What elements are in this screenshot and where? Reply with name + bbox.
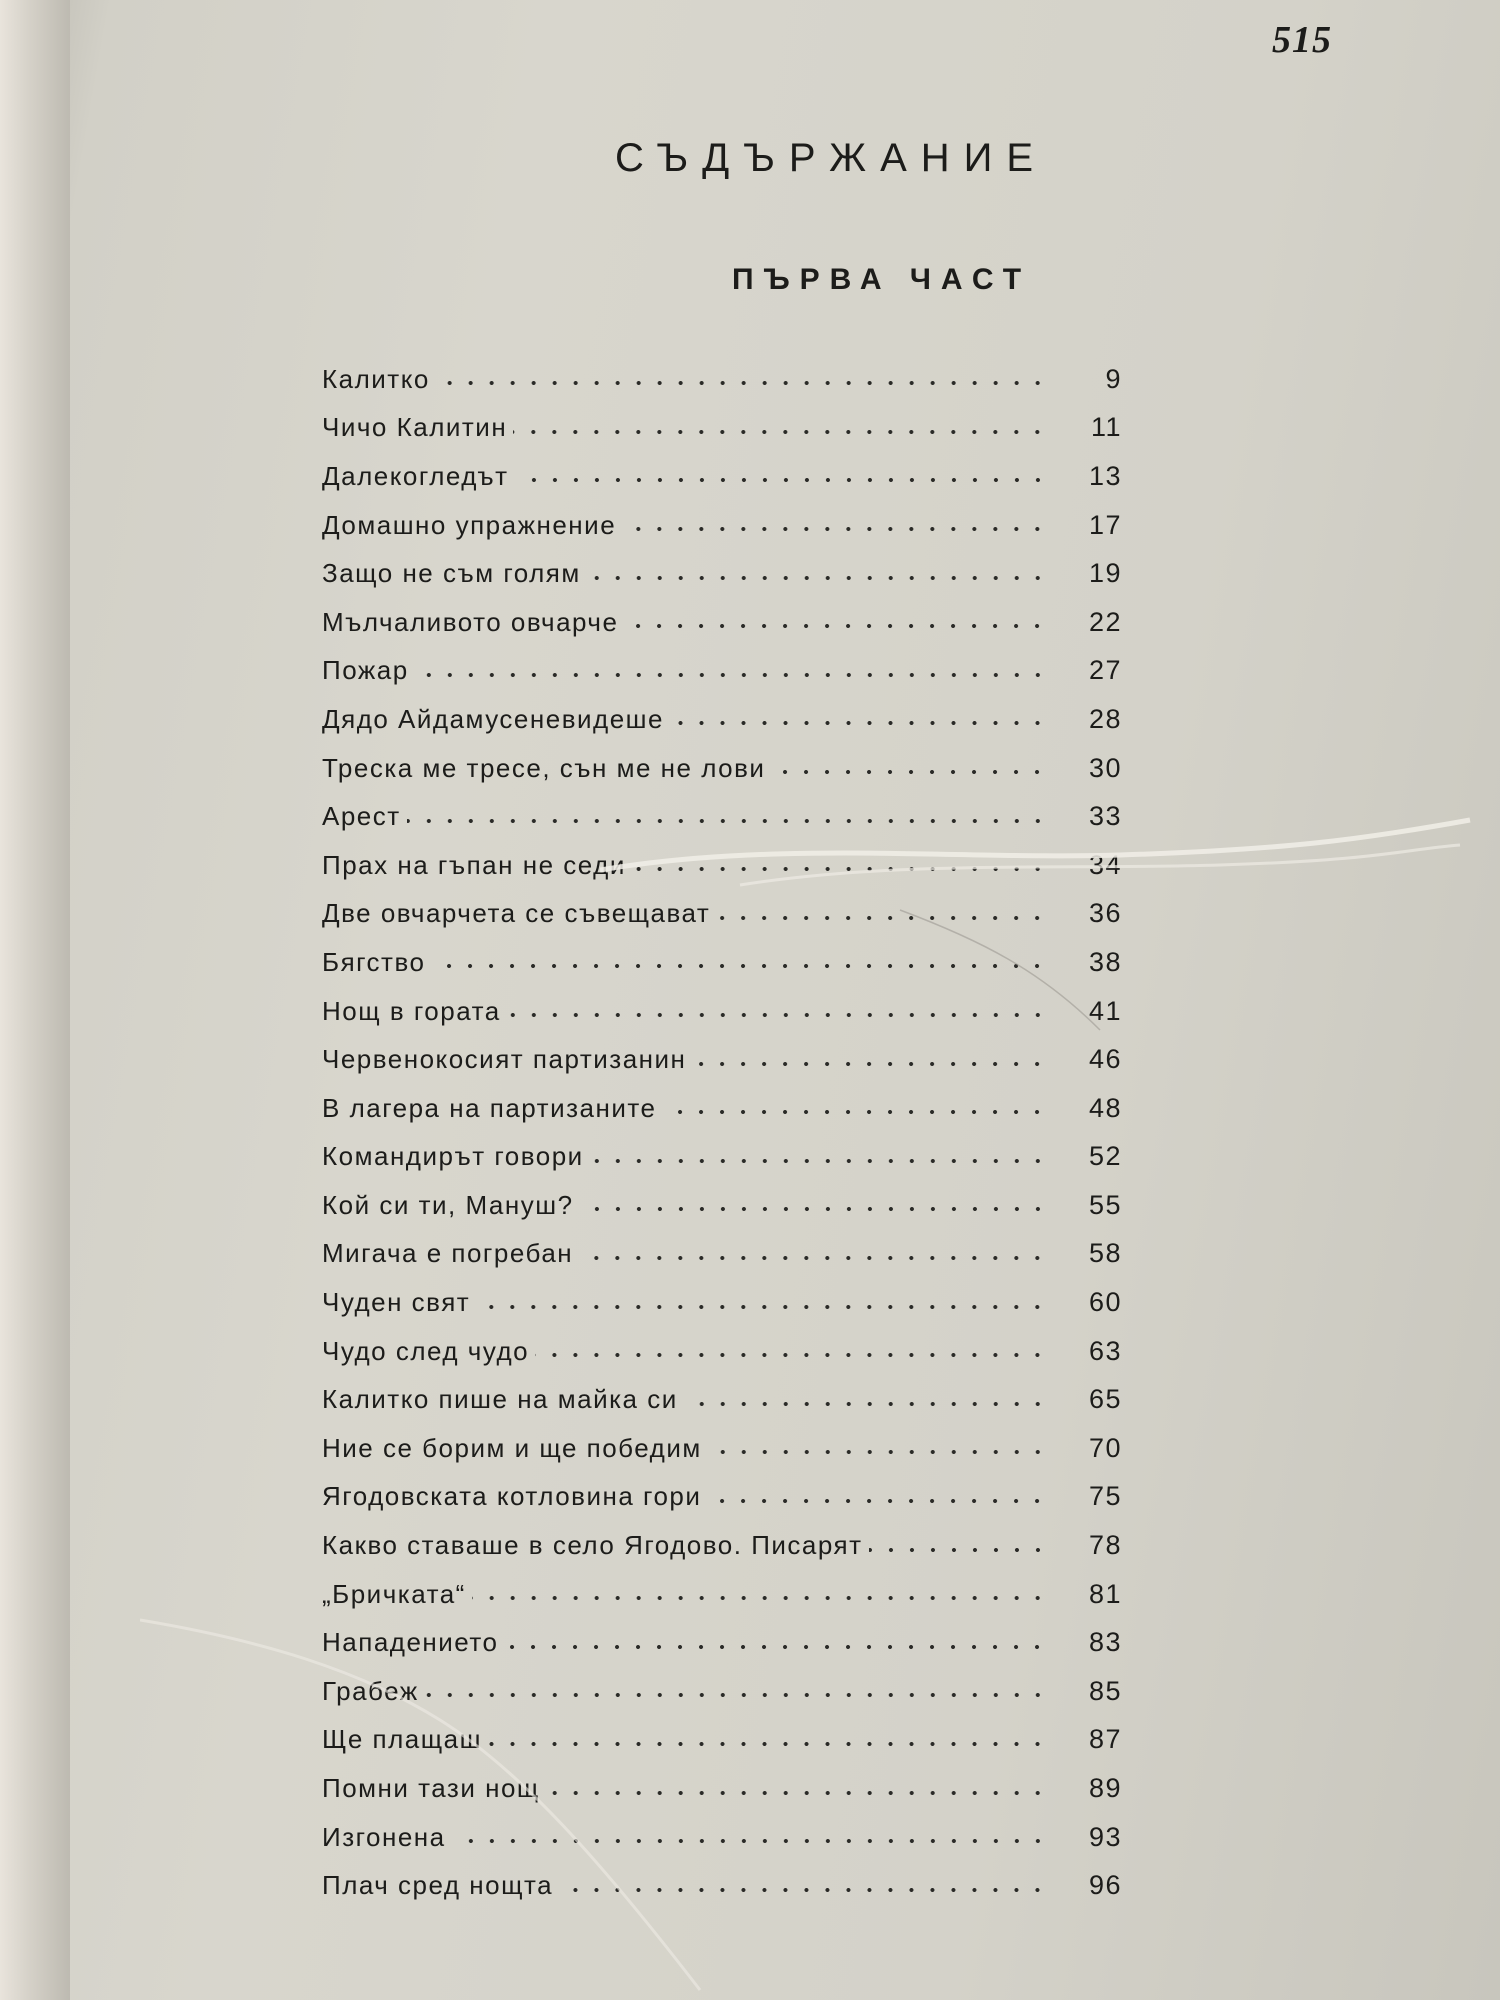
toc-entry-title: Грабеж [322, 1675, 419, 1706]
toc-entry [322, 501, 1122, 550]
toc-entry [322, 647, 1122, 696]
toc-entry-title: Изгонена [322, 1821, 446, 1852]
dot-leader [771, 770, 1048, 774]
toc-entry-title: Какво ставаше в село Ягодово. Писарят [322, 1530, 863, 1561]
toc-entry-page: 48 [1088, 1092, 1122, 1123]
toc-entry-title: Нощ в гората [322, 995, 501, 1026]
dot-leader [692, 1062, 1048, 1066]
toc-entry-page: 9 [1105, 363, 1122, 394]
toc-entry-title: Помни тази нощ [322, 1773, 540, 1804]
toc-entry-page: 46 [1088, 1044, 1122, 1075]
dot-leader [407, 819, 1048, 823]
toc-entry-title: Прах на гъпан не седи [322, 849, 626, 880]
part-title: ПЪРВА ЧАСТ [732, 263, 1032, 296]
toc-entry [322, 792, 1122, 841]
toc-entry [322, 1424, 1122, 1473]
dot-leader [632, 867, 1048, 871]
toc-entry [322, 1861, 1122, 1910]
toc-entry [322, 1521, 1122, 1570]
toc-entry [322, 549, 1122, 598]
toc-entry-page: 34 [1088, 849, 1122, 880]
dot-leader [587, 576, 1048, 580]
toc-entry-title: Кой си ти, Мануш? [322, 1189, 574, 1220]
toc-entry [322, 890, 1122, 939]
dot-leader [488, 1742, 1048, 1746]
dot-leader [507, 1013, 1048, 1017]
toc-entry-title: Две овчарчета се съвещават [322, 898, 711, 929]
toc-entry-page: 93 [1088, 1821, 1122, 1852]
toc-entry-page: 60 [1088, 1287, 1122, 1318]
dot-leader [716, 916, 1048, 920]
dot-leader [472, 1596, 1048, 1600]
toc-entry-page: 87 [1088, 1724, 1122, 1755]
toc-entry-page: 30 [1088, 752, 1122, 783]
toc-entry [322, 1667, 1122, 1716]
toc-entry-title: Ягодовската котловина гори [322, 1481, 702, 1512]
toc-entry-page: 85 [1088, 1675, 1122, 1706]
toc-entry [322, 1716, 1122, 1765]
toc-entry-page: 33 [1088, 801, 1122, 832]
toc-entry-page: 65 [1088, 1384, 1122, 1415]
toc-entry [322, 1230, 1122, 1279]
toc-entry-page: 11 [1090, 412, 1122, 443]
toc-entry-page: 96 [1088, 1870, 1122, 1901]
toc-entry [322, 598, 1122, 647]
dot-leader [452, 1839, 1048, 1843]
dot-leader [662, 1110, 1048, 1114]
toc-entry [322, 1618, 1122, 1667]
toc-entry-page: 52 [1088, 1141, 1122, 1172]
page-number: 515 [1272, 19, 1332, 61]
toc-entry-title: Бягство [322, 946, 426, 977]
toc-entry-page: 63 [1088, 1335, 1122, 1366]
toc-entry-title: Плач сред нощта [322, 1870, 554, 1901]
toc-entry-title: Червенокосият партизанин [322, 1044, 687, 1075]
toc-entry-page: 70 [1088, 1432, 1122, 1463]
toc-entry-title: Чудо след чудо [322, 1335, 530, 1366]
dot-leader [425, 1693, 1048, 1697]
toc-entry-title: Далекогледът [322, 460, 509, 491]
toc-entry-page: 38 [1088, 946, 1122, 977]
toc-entry [322, 841, 1122, 890]
dot-leader [476, 1305, 1048, 1309]
toc-entry-title: Домашно упражнение [322, 509, 617, 540]
dot-leader [436, 381, 1048, 385]
dot-leader [580, 1207, 1048, 1211]
toc-entry-page: 55 [1088, 1189, 1122, 1220]
toc-entry [322, 1473, 1122, 1522]
toc-entry-title: Чичо Калитин [322, 412, 508, 443]
toc-entry-title: „Бричката“ [322, 1578, 466, 1609]
toc-entry-title: Калитко [322, 363, 430, 394]
toc-entry [322, 1813, 1122, 1862]
dot-leader [670, 721, 1048, 725]
toc-entry [322, 938, 1122, 987]
toc-entry [322, 1764, 1122, 1813]
toc-entry-page: 75 [1088, 1481, 1122, 1512]
toc-entry-page: 17 [1088, 509, 1122, 540]
toc-entry [322, 355, 1122, 404]
toc-entry [322, 1327, 1122, 1376]
toc-entry-title: Ще плащаш [322, 1724, 482, 1755]
dot-leader [415, 673, 1048, 677]
dot-leader [431, 964, 1048, 968]
toc-entry-page: 89 [1088, 1773, 1122, 1804]
toc-entry-page: 36 [1088, 898, 1122, 929]
toc-entry-page: 78 [1088, 1530, 1122, 1561]
toc-entry-title: Чуден свят [322, 1287, 471, 1318]
dot-leader [708, 1450, 1048, 1454]
toc-entry [322, 1181, 1122, 1230]
toc-entry-page: 27 [1088, 655, 1122, 686]
contents-title: СЪДЪРЖАНИЕ [615, 136, 1048, 180]
toc-entry [322, 1035, 1122, 1084]
toc-entry-page: 19 [1088, 558, 1122, 589]
toc-entry [322, 404, 1122, 453]
toc-entry [322, 987, 1122, 1036]
toc-entry-page: 83 [1088, 1627, 1122, 1658]
toc-entry [322, 1570, 1122, 1619]
dot-leader [559, 1888, 1048, 1892]
toc-entry-page: 41 [1088, 995, 1122, 1026]
toc-entry-title: Мигача е погребан [322, 1238, 574, 1269]
toc-entry [322, 1375, 1122, 1424]
toc-entry-title: Командирът говори [322, 1141, 584, 1172]
toc-entry [322, 695, 1122, 744]
toc-entry-title: В лагера на партизаните [322, 1092, 657, 1123]
toc-entry-title: Арест [322, 801, 401, 832]
dot-leader [515, 478, 1048, 482]
dot-leader [546, 1791, 1048, 1795]
toc-entry-title: Пожар [322, 655, 409, 686]
toc-entry [322, 452, 1122, 501]
toc-entry [322, 1084, 1122, 1133]
dot-leader [684, 1402, 1048, 1406]
toc-entry-title: Мълчаливото овчарче [322, 606, 619, 637]
toc-entry-title: Нападението [322, 1627, 499, 1658]
dot-leader [535, 1353, 1048, 1357]
dot-leader [590, 1159, 1048, 1163]
toc-entry-page: 58 [1088, 1238, 1122, 1269]
dot-leader [579, 1256, 1048, 1260]
toc-entry-title: Ние се борим и ще победим [322, 1432, 702, 1463]
dot-leader [707, 1499, 1048, 1503]
dot-leader [622, 527, 1048, 531]
toc-entry-page: 22 [1088, 606, 1122, 637]
toc-entry-page: 28 [1088, 703, 1122, 734]
toc-entry-title: Дядо Айдамусеневидеше [322, 703, 664, 734]
dot-leader [869, 1548, 1048, 1552]
toc-entry [322, 1133, 1122, 1182]
toc-entry-title: Защо не съм голям [322, 558, 581, 589]
dot-leader [504, 1645, 1048, 1649]
toc-entry-title: Калитко пише на майка си [322, 1384, 678, 1415]
toc-entry-title: Треска ме тресе, сън ме не лови [322, 752, 766, 783]
dot-leader [624, 624, 1048, 628]
toc-entry-page: 81 [1088, 1578, 1122, 1609]
toc-entry-page: 13 [1088, 460, 1122, 491]
table-of-contents [322, 355, 1122, 1910]
page-fold-shadow [0, 0, 70, 2000]
toc-entry [322, 744, 1122, 793]
toc-entry [322, 1278, 1122, 1327]
dot-leader [513, 430, 1048, 434]
